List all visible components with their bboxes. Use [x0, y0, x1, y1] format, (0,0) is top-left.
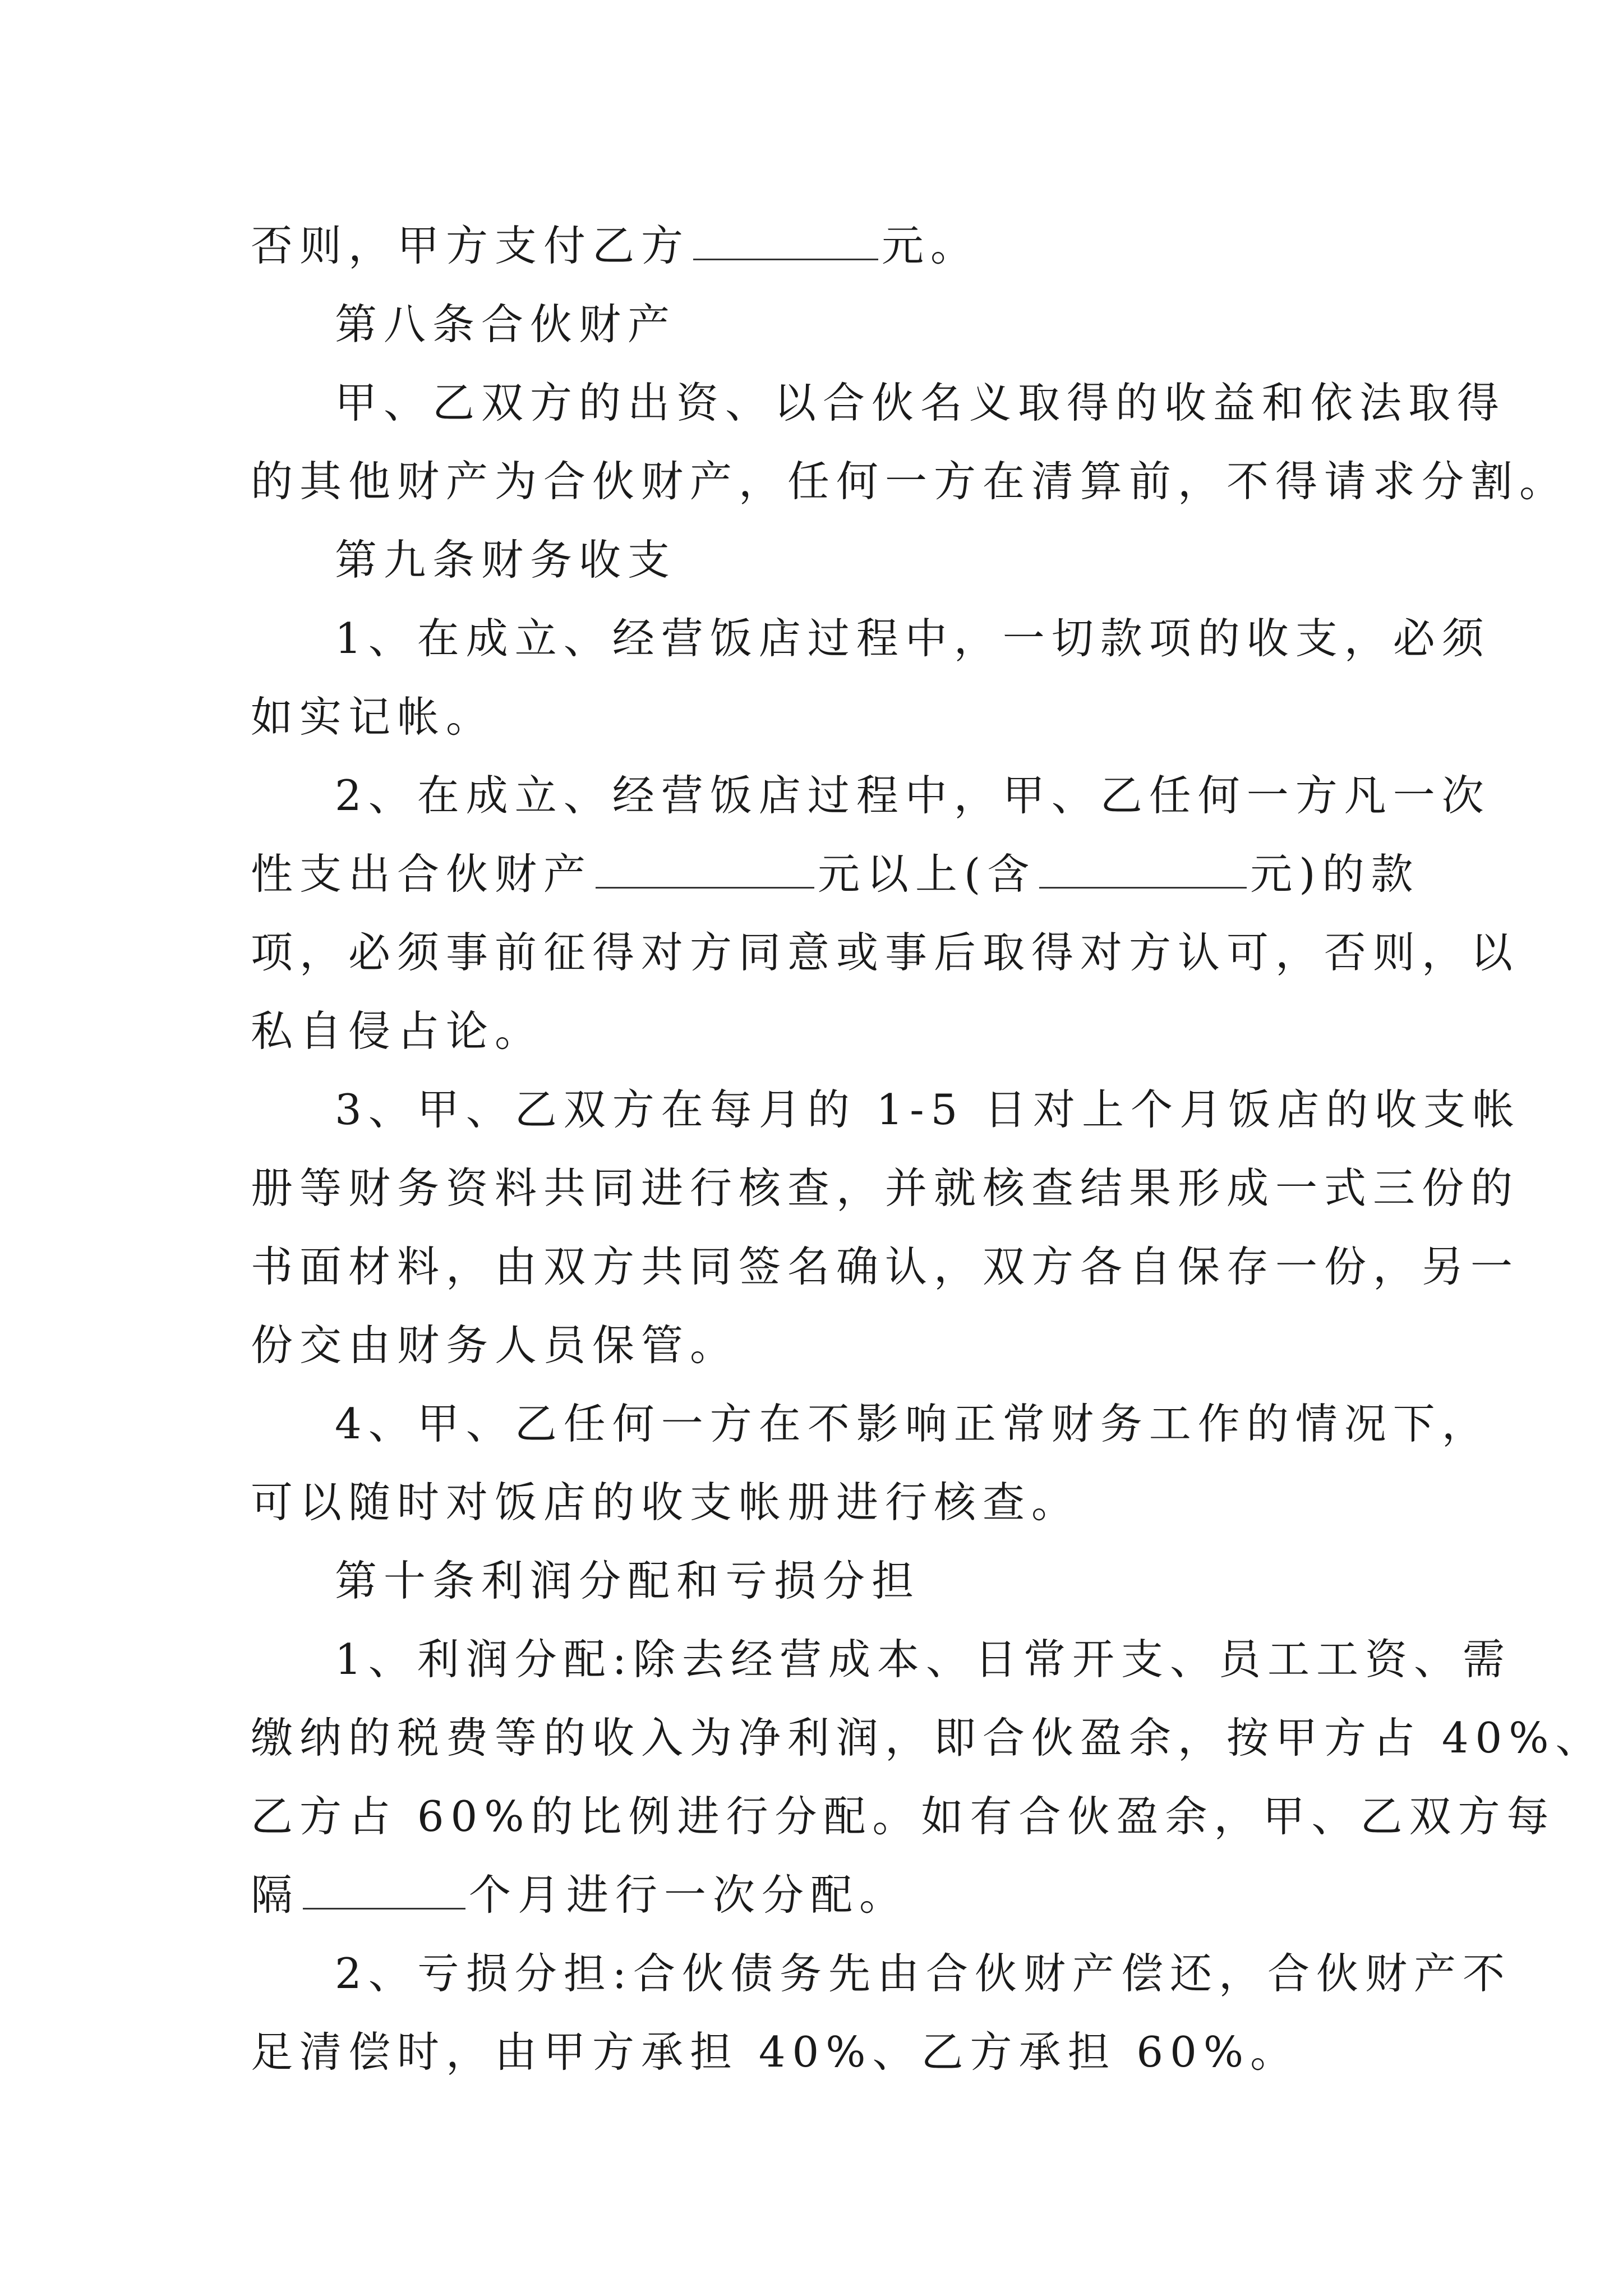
text-line: 如实记帐。 — [251, 692, 495, 742]
text-line: 2、在成立、经营饭店过程中，甲、乙任何一方凡一次 — [335, 771, 1491, 820]
article-heading: 第九条财务收支 — [335, 535, 677, 585]
text-line: 1、在成立、经营饭店过程中，一切款项的收支，必须 — [335, 614, 1491, 663]
text-line: 2、亏损分担:合伙债务先由合伙财产偿还，合伙财产不 — [335, 1949, 1511, 1998]
article-heading: 第十条利润分配和亏损分担 — [335, 1556, 921, 1605]
fill-blank — [1039, 848, 1247, 889]
text-line — [251, 1856, 1378, 1934]
text-line — [251, 835, 1420, 913]
text-line: 乙方占 60%的比例进行分配。如有合伙盈余，甲、乙双方每 — [251, 1792, 1556, 1841]
text-line: 私自侵占论。 — [251, 1006, 544, 1056]
text-line: 3、甲、乙双方在每月的 1-5 日对上个月饭店的收支帐 — [335, 1085, 1521, 1134]
text-line: 册等财务资料共同进行核查，并就核查结果形成一式三份的 — [251, 1163, 1520, 1213]
text-line: 甲、乙双方的出资、以合伙名义取得的收益和依法取得 — [335, 378, 1506, 427]
text-segment: 否则，甲方支付乙方 — [251, 221, 690, 270]
text-line: 可以随时对饭店的收支帐册进行核查。 — [251, 1478, 1081, 1527]
fill-blank — [596, 848, 814, 889]
text-line: 份交由财务人员保管。 — [251, 1320, 739, 1370]
document-body — [251, 206, 1604, 2091]
article-heading: 第八条合伙财产 — [335, 300, 677, 349]
text-line: 项，必须事前征得对方同意或事后取得对方认可，否则，以 — [251, 928, 1520, 977]
text-segment: 性支出合伙财产 — [251, 849, 593, 899]
text-line: 足清偿时，由甲方承担 40%、乙方承担 60%。 — [251, 2027, 1299, 2077]
text-line — [251, 206, 1378, 285]
text-line: 缴纳的税费等的收入为净利润，即合伙盈余，按甲方占 40%、 — [251, 1713, 1604, 1763]
text-segment: 隔 — [251, 1870, 300, 1920]
text-line: 1、利润分配:除去经营成本、日常开支、员工工资、需 — [335, 1635, 1511, 1684]
text-segment: 元)的款 — [1250, 849, 1420, 899]
text-line: 的其他财产为合伙财产，任何一方在清算前，不得请求分割。 — [251, 457, 1569, 506]
fill-blank — [693, 219, 878, 260]
text-segment: 个月进行一次分配。 — [469, 1870, 909, 1920]
text-line: 书面材料，由双方共同签名确认，双方各自保存一份，另一 — [251, 1242, 1520, 1291]
text-segment: 元。 — [882, 221, 980, 270]
fill-blank — [303, 1869, 465, 1910]
text-line: 4、甲、乙任何一方在不影响正常财务工作的情况下， — [335, 1399, 1491, 1448]
text-segment: 元以上(含 — [818, 849, 1036, 899]
